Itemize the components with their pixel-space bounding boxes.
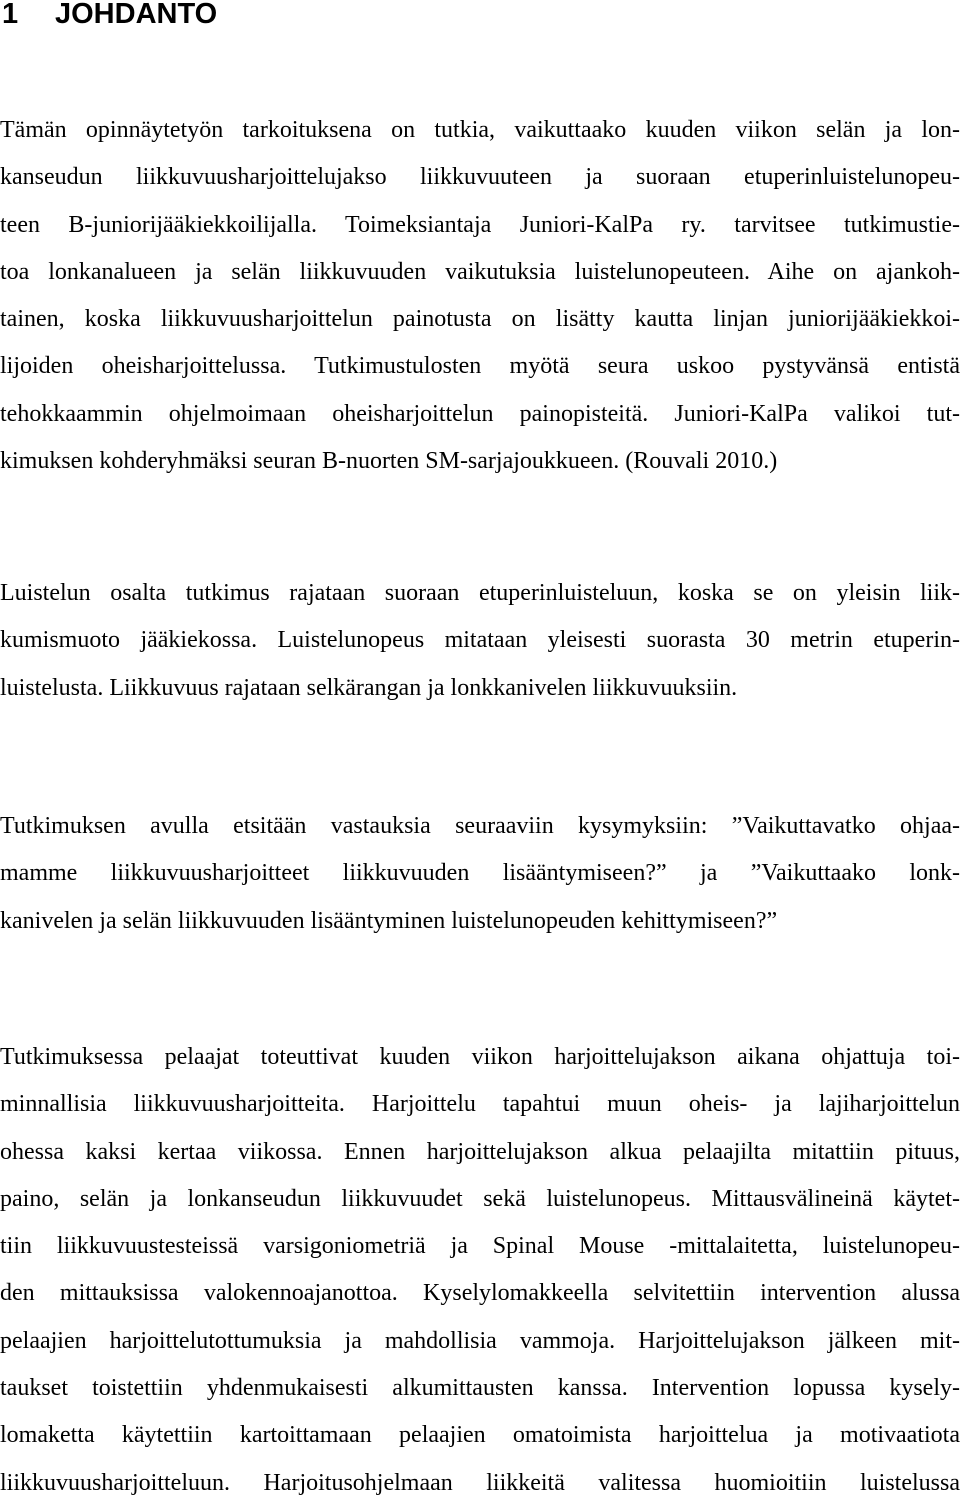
- text-line: tiin liikkuvuustesteissä varsigoniometriä ja Spinal Mouse -mittalaitetta, luistelunopeu-: [0, 1233, 960, 1260]
- paragraph-scope: [0, 570, 960, 712]
- text-line: pelaajien harjoittelutottumuksia ja mahdollisia vammoja. Harjoittelujakson jälkeen mit-: [0, 1327, 960, 1354]
- chapter-title: JOHDANTO: [55, 0, 218, 30]
- text-line: tainen, koska liikkuvuusharjoittelun painotusta on lisätty kautta linjan juniorijääkiekkoi-: [0, 306, 960, 333]
- text-line: lomaketta käytettiin kartoittamaan pelaajien omatoimista harjoittelua ja motivaatiota: [0, 1422, 960, 1449]
- text-line: Tutkimuksen avulla etsitään vastauksia seuraaviin kysymyksiin: ”Vaikuttavatko ohjaa-: [0, 813, 960, 839]
- text-line: teen B-juniorijääkiekkoilijalla. Toimeksiantaja Juniori-KalPa ry. tarvitsee tutkimustie-: [0, 211, 960, 238]
- text-line: taukset toistettiin yhdenmukaisesti alkumittausten kanssa. Intervention lopussa kysely-: [0, 1375, 960, 1402]
- text-line: lijoiden oheisharjoittelussa. Tutkimustulosten myötä seura uskoo pystyvänsä entistä: [0, 353, 960, 380]
- chapter-heading: [2, 0, 217, 34]
- text-line: kumismuoto jääkiekossa. Luistelunopeus mitataan yleisesti suorasta 30 metrin etuperin-: [0, 627, 960, 654]
- chapter-number: 1: [2, 0, 19, 30]
- text-line: liikkuvuusharjoitteluun. Harjoitusohjelmaan liikkeitä valitessa huomioitiin luistelussa: [0, 1469, 960, 1496]
- text-line: kanivelen ja selän liikkuvuuden lisääntyminen luistelunopeuden kehittymiseen?”: [0, 907, 778, 934]
- text-line: minnallisia liikkuvuusharjoitteita. Harjoittelu tapahtui muun oheis- ja lajiharjoittelun: [0, 1091, 960, 1118]
- text-line: ohessa kaksi kertaa viikossa. Ennen harjoittelujakson alkua pelaajilta mitattiin pituus,: [0, 1138, 960, 1165]
- paragraph-method: [0, 1034, 960, 1507]
- text-line: kimuksen kohderyhmäksi seuran B-nuorten SM-sarjajoukkueen. (Rouvali 2010.): [0, 448, 778, 475]
- text-line: den mittauksissa valokennoajanottoa. Kyselylomakkeella selvitettiin intervention alussa: [0, 1280, 960, 1307]
- paragraph-research-questions: [0, 803, 960, 945]
- text-line: Tämän opinnäytetyön tarkoituksena on tutkia, vaikuttaako kuuden viikon selän ja lon-: [0, 117, 960, 143]
- text-line: mamme liikkuvuusharjoitteet liikkuvuuden lisääntymiseen?” ja ”Vaikuttaako lonk-: [0, 860, 960, 887]
- text-line: tehokkaammin ohjelmoimaan oheisharjoittelun painopisteitä. Juniori-KalPa valikoi tut-: [0, 400, 960, 427]
- text-line: paino, selän ja lonkanseudun liikkuvuudet sekä luistelunopeus. Mittausvälineinä käytet-: [0, 1185, 960, 1212]
- text-line: Tutkimuksessa pelaajat toteuttivat kuuden viikon harjoittelujakson aikana ohjattuja toi-: [0, 1044, 960, 1070]
- text-line: toa lonkanalueen ja selän liikkuvuuden vaikutuksia luistelunopeuteen. Aihe on ajankoh-: [0, 258, 960, 285]
- text-line: Luistelun osalta tutkimus rajataan suoraan etuperinluisteluun, koska se on yleisin liik-: [0, 580, 960, 606]
- text-line: luistelusta. Liikkuvuus rajataan selkärangan ja lonkkanivelen liikkuvuuksiin.: [0, 674, 738, 701]
- text-line: kanseudun liikkuvuusharjoittelujakso liikkuvuuteen ja suoraan etuperinluistelunopeu-: [0, 164, 960, 191]
- paragraph-purpose: [0, 107, 960, 485]
